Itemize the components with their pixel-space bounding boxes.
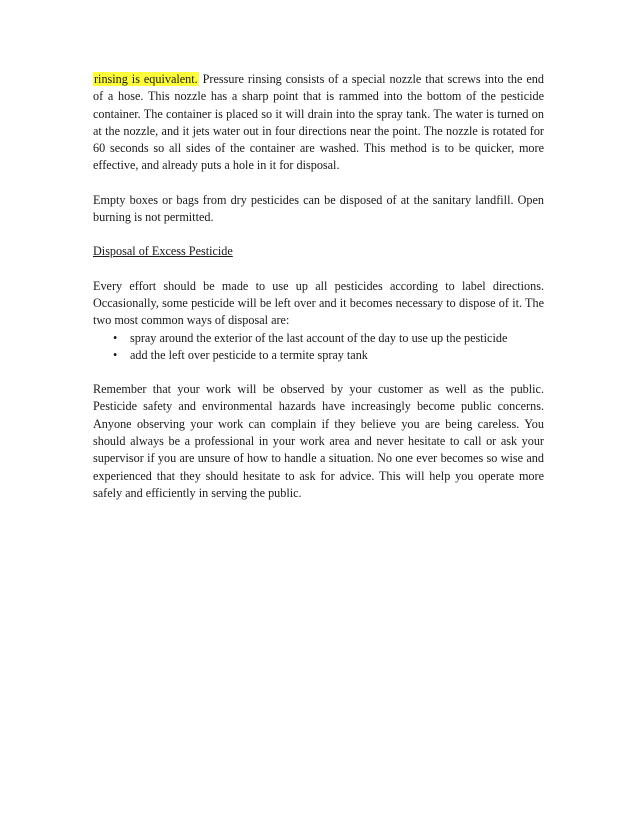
bullet-icon: • [113, 347, 118, 362]
list-item [93, 347, 544, 364]
paragraph-excess-pesticide: Every effort should be made to use up all pesticides according to label directions. Occasionally, some pesticide will be left over and it becomes necessary to dispose of it. The two most common ways of disposal are: [93, 278, 544, 328]
list-item-text: spray around the exterior of the last account of the day to use up the pesticide [130, 330, 508, 345]
disposal-bullet-list [93, 330, 544, 365]
list-item-text: add the left over pesticide to a termite spray tank [130, 347, 368, 362]
paragraph-pressure-rinsing [93, 71, 544, 175]
paragraph-text: Pressure rinsing consists of a special nozzle that screws into the end of a hose. This nozzle has a sharp point that is rammed into the bottom of the pesticide container. The container is placed so it will drain into the spray tank. The water is turned on at the nozzle, and it jets water out in four directions near the point. The nozzle is rotated for 60 seconds so all sides of the container are washed. This method is to be quicker, more effective, and already puts a hole in it for disposal. [93, 72, 544, 173]
paragraph-dry-pesticides: Empty boxes or bags from dry pesticides can be disposed of at the sanitary landfill. Open burning is not permitted. [93, 192, 544, 225]
highlighted-text: rinsing is equivalent. [94, 72, 198, 86]
bullet-icon: • [113, 330, 118, 345]
section-heading: Disposal of Excess Pesticide [93, 244, 233, 259]
paragraph-remember: Remember that your work will be observed by your customer as well as the public. Pesticide safety and environmental hazards have increasingly become public concerns. Anyone observing your work can complain if they believe you are being careless. You should always be a professional in your work area and never hesitate to call or ask your supervisor if you are unsure of how to handle a situation. No one ever becomes so wise and experienced that they should hesitate to ask for advice. This will help you operate more safely and efficiently in serving the public. [93, 382, 544, 500]
document-page [93, 71, 544, 519]
list-item [93, 330, 544, 347]
